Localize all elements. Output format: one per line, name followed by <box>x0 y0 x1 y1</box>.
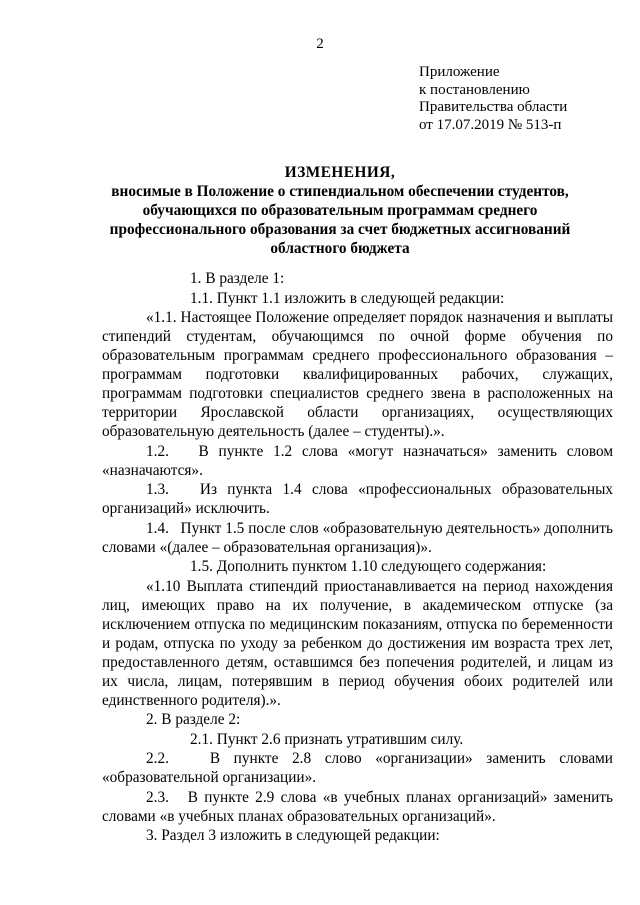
paragraph-number: 2.2. <box>146 750 169 767</box>
paragraph-text: Дополнить пунктом 1.10 следующего содержания: <box>216 558 547 575</box>
paragraph-text: В пункте 2.8 слово «организации» заменить словами «образовательной организации». <box>102 750 613 786</box>
paragraph <box>102 749 613 787</box>
paragraph-text: 2. В разделе 2: <box>146 711 241 728</box>
paragraph <box>102 289 613 308</box>
paragraph-number: 1.5. <box>190 558 213 575</box>
paragraph-number: 1.3. <box>146 481 169 498</box>
paragraph-text: Пункт 1.1 изложить в следующей редакции: <box>216 289 505 307</box>
page-number: 2 <box>316 36 324 52</box>
document-title <box>60 163 620 258</box>
paragraph <box>102 269 613 288</box>
attachment-block <box>419 64 567 134</box>
paragraph-text: 3. Раздел 3 изложить в следующей редакции: <box>146 827 440 844</box>
attachment-line: от 17.07.2019 № 513-п <box>419 116 562 133</box>
paragraph-text: Пункт 1.5 после слов «образовательную деятельность» дополнить словами «(далее – образовательная организация)». <box>102 519 613 556</box>
paragraph <box>102 519 613 557</box>
paragraph-text: В пункте 1.2 слова «могут назначаться» заменить словом «назначаются». <box>102 442 613 479</box>
paragraph-number: 1. <box>190 270 202 287</box>
paragraph-number: 2.1. <box>190 730 213 748</box>
paragraph <box>102 577 613 710</box>
attachment-line: Приложение <box>419 64 500 80</box>
paragraph-text: «1.10 Выплата стипендий приостанавливается на период нахождения лиц, имеющих право на их получение, в академическом отпуске (за исключением отпуска по медицинским показаниям, отпуска по беременности и родам, отпуска по уходу за ребенком до достижения им возраста трех лет, предоставленного детям, оставшимся без попечения родителей, и лицам из их числа, лицам, потерявшим в период обучения обоих родителей или единственного родителя).». <box>102 577 613 709</box>
title-subtitle-line: обучающихся по образовательным программам среднего <box>142 202 538 219</box>
paragraph <box>102 308 613 441</box>
attachment-line: к постановлению <box>419 81 530 98</box>
paragraph-text: В разделе 1: <box>205 270 285 287</box>
paragraph <box>102 480 613 518</box>
paragraph-number: 1.4. <box>146 519 169 537</box>
paragraph-number: 2.3. <box>146 788 169 806</box>
paragraph <box>102 557 613 576</box>
paragraph-text: В пункте 2.9 слова «в учебных планах организаций» заменить словами «в учебных планах образовательных организаций». <box>102 788 613 825</box>
document-body <box>102 269 613 846</box>
paragraph <box>102 710 613 729</box>
attachment-line: Правительства области <box>419 99 568 115</box>
title-heading: ИЗМЕНЕНИЯ, <box>284 164 396 181</box>
title-subtitle-line: профессионального образования за счет бюджетных ассигнований <box>109 221 571 238</box>
paragraph-text: Из пункта 1.4 слова «профессиональных образовательных организаций» исключить. <box>102 481 613 517</box>
paragraph-text: «1.1. Настоящее Положение определяет порядок назначения и выплаты стипендий студентам, обучающимся по очной форме обучения по образовательным программам среднего профессионального образования – программам подготовки квалифицированных рабочих, служащих, программам подготовки специалистов среднего звена в расположенных на территории Ярославской области организациях, осуществляющих образовательную деятельность (далее – студенты).». <box>102 309 613 440</box>
paragraph <box>102 442 613 480</box>
paragraph-number: 1.2. <box>146 442 169 460</box>
paragraph <box>102 826 613 845</box>
paragraph-text: Пункт 2.6 признать утратившим силу. <box>216 730 464 748</box>
paragraph <box>102 730 613 749</box>
paragraph-number: 1.1. <box>190 289 213 307</box>
paragraph <box>102 788 613 826</box>
title-subtitle-line: областного бюджета <box>270 240 410 257</box>
title-subtitle-line: вносимые в Положение о стипендиальном обеспечении студентов, <box>111 183 569 200</box>
